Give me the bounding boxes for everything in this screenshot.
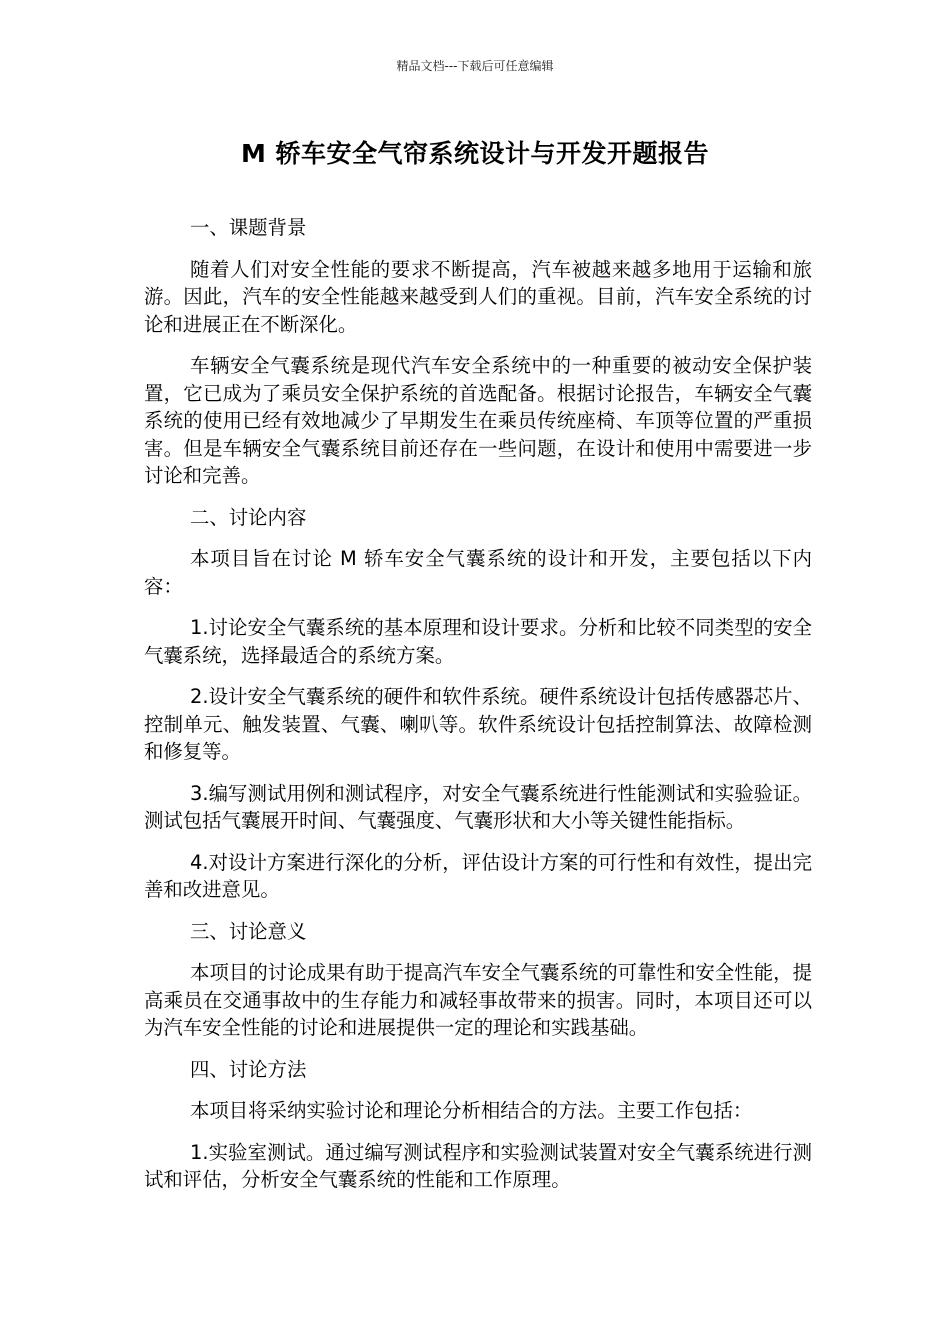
section-heading-content: 二、讨论内容 (190, 505, 307, 529)
section-heading-significance: 三、讨论意义 (190, 919, 307, 943)
methods-list-item-1: 1.实验室测试。通过编写测试程序和实验测试装置对安全气囊系统进行测试和评估，分析安全气囊系统的性能和工作原理。 (144, 1140, 812, 1191)
content-intro-paragraph: 本项目旨在讨论 M 轿车安全气囊系统的设计和开发，主要包括以下内容： (144, 547, 812, 598)
background-paragraph-2: 车辆安全气囊系统是现代汽车安全系统中的一种重要的被动安全保护装置，它已成为了乘员安全保护系统的首选配备。根据讨论报告，车辆安全气囊系统的使用已经有效地减少了早期发生在乘员传统座椅、车顶等位置的严重损害。但是车辆安全气囊系统目前还存在一些问题，在设计和使用中需要进一步讨论和完善。 (144, 354, 812, 487)
content-list-item-4: 4.对设计方案进行深化的分析，评估设计方案的可行性和有效性，提出完善和改进意见。 (144, 850, 812, 901)
content-list-item-2: 2.设计安全气囊系统的硬件和软件系统。硬件系统设计包括传感器芯片、控制单元、触发装置、气囊、喇叭等。软件系统设计包括控制算法、故障检测和修复等。 (144, 685, 812, 763)
content-list-item-3: 3.编写测试用例和测试程序，对安全气囊系统进行性能测试和实验验证。测试包括气囊展开时间、气囊强度、气囊形状和大小等关键性能指标。 (144, 781, 812, 832)
content-list-item-1: 1.讨论安全气囊系统的基本原理和设计要求。分析和比较不同类型的安全气囊系统，选择最适合的系统方案。 (144, 616, 812, 667)
document-title: M 轿车安全气帘系统设计与开发开题报告 (240, 139, 710, 168)
document-body (144, 214, 812, 1208)
background-paragraph-1: 随着人们对安全性能的要求不断提高，汽车被越来越多地用于运输和旅游。因此，汽车的安全性能越来越受到人们的重视。目前，汽车安全系统的讨论和进展正在不断深化。 (144, 257, 812, 336)
page-header: 精品文档---下载后可任意编辑 (396, 59, 554, 73)
section-heading-background: 一、课题背景 (190, 216, 307, 239)
significance-paragraph: 本项目的讨论成果有助于提高汽车安全气囊系统的可靠性和安全性能，提高乘员在交通事故中的生存能力和减轻事故带来的损害。同时，本项目还可以为汽车安全性能的讨论和进展提供一定的理论和实践基础。 (144, 961, 812, 1039)
section-heading-methods: 四、讨论方法 (190, 1057, 307, 1081)
methods-intro-paragraph: 本项目将采纳实验讨论和理论分析相结合的方法。主要工作包括： (190, 1099, 753, 1122)
